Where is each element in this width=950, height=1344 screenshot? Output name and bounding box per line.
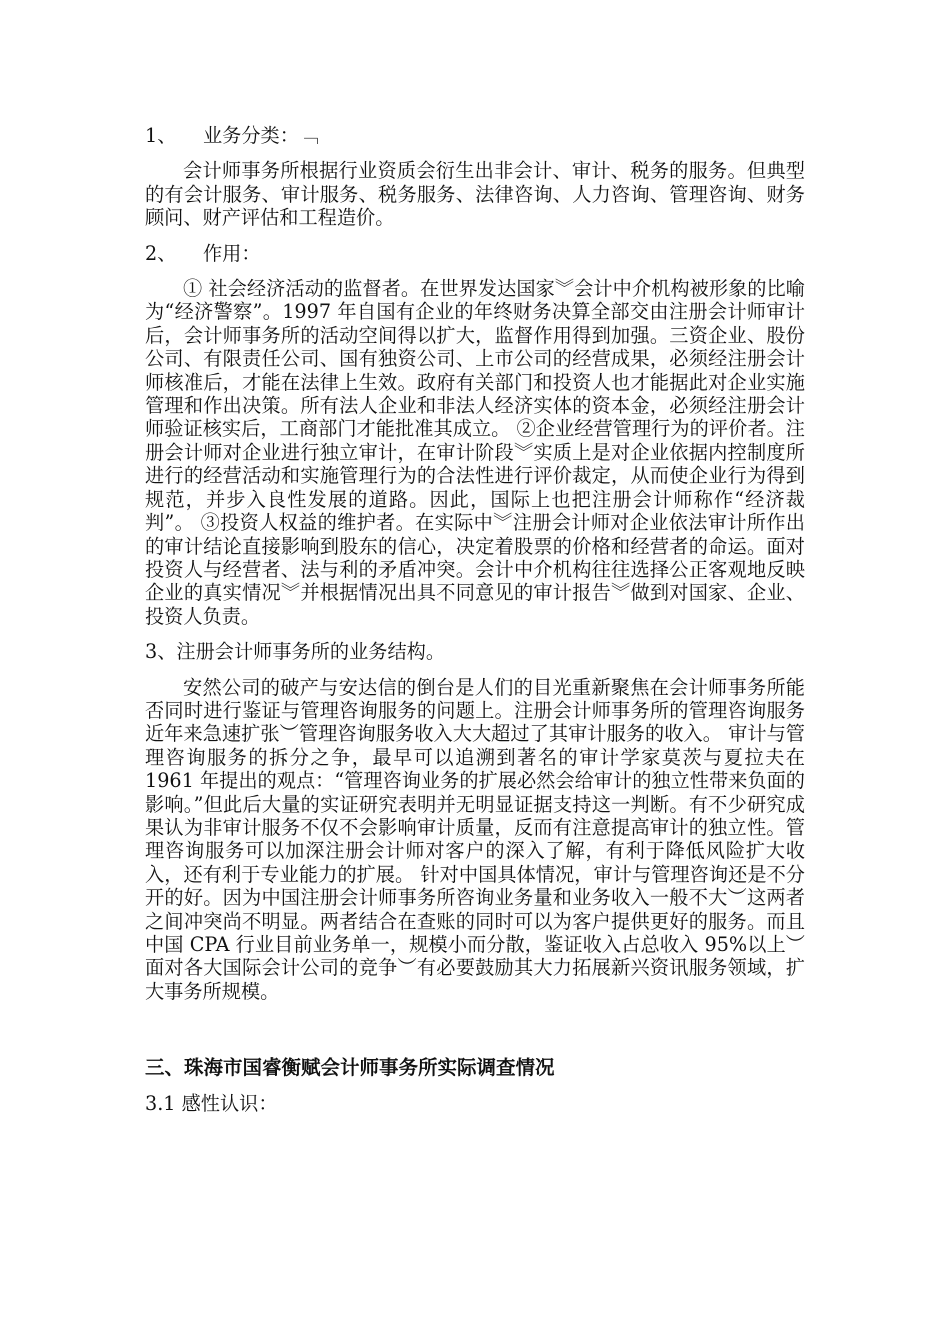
heading-business-classification bbox=[145, 124, 805, 147]
heading-number: 1、 bbox=[145, 124, 177, 147]
heading-function bbox=[145, 242, 805, 265]
heading-mark: ﹁ bbox=[298, 124, 319, 147]
heading-business-structure: 3、注册会计师事务所的业务结构。 bbox=[145, 640, 446, 664]
document-body bbox=[145, 124, 805, 1115]
paragraph-function: ① 社会经济活动的监督者。在世界发达国家︾会计中介机构被形象的比喻为“经济警察”。1997 年自国有企业的年终财务决算全部交由注册会计师审计后，会计师事务所的活动空间得以扩大，监督作用得到加强。三资企业、股份公司、有限责任公司、国有独资公司、上市公司的经营成果，必须经注册会计师核准后，才能在法律上生效。政府有关部门和投资人也才能据此对企业实施管理和作出决策。所有法人企业和非法人经济实体的资本金，必须经注册会计师验证核实后，工商部门才能批准其成立。 ②企业经营管理行为的评价者。注册会计师对企业进行独立审计，在审计阶段︾实质上是对企业依据内控制度所进行的经营活动和实施管理行为的合法性进行评价裁定，从而使企业行为得到规范，并步入良性发展的道路。因此，国际上也把注册会计师称作“经济裁判”。 ③投资人权益的维护者。在实际中︾注册会计师对企业依法审计所作出的审计结论直接影响到股东的信心，决定着股票的价格和经营者的命运。面对投资人与经营者、法与利的矛盾冲突。会计中介机构往往选择公正客观地反映企业的真实情况︾并根据情况出具不同意见的审计报告︾做到对国家、企业、投资人负责。 bbox=[145, 277, 805, 628]
paragraph-business-structure: 安然公司的破产与安达信的倒台是人们的目光重新聚焦在会计师事务所能否同时进行鉴证与管理咨询服务的问题上。注册会计师事务所的管理咨询服务近年来急速扩张︶管理咨询服务收入大大超过了其审计服务的收入。 审计与管理咨询服务的拆分之争，最早可以追溯到著名的审计学家莫茨与夏拉夫在 1961 年提出的观点：“管理咨询业务的扩展必然会给审计的独立性带来负面的影响。”但此后大量的实证研究表明并无明显证据支持这一判断。有不少研究成果认为非审计服务不仅不会影响审计质量，反而有注意提高审计的独立性。管理咨询服务可以加深注册会计师对客户的深入了解，有利于降低风险扩大收入，还有利于专业能力的扩展。 针对中国具体情况，审计与管理咨询还是不分开的好。因为中国注册会计师事务所咨询业务量和业务收入一般不大︶这两者之间冲突尚不明显。两者结合在查账的同时可以为客户提供更好的服务。而且中国 CPA 行业目前业务单一，规模小而分散，鉴证收入占总收入 95%以上︶面对各大国际会计公司的竞争︶有必要鼓励其大力拓展新兴资讯服务领域，扩大事务所规模。 bbox=[145, 675, 805, 1003]
heading-text: 作用： bbox=[203, 241, 261, 265]
heading-text: 业务分类： bbox=[203, 124, 299, 147]
section-title: 三、珠海市国睿衡赋会计师事务所实际调查情况 bbox=[145, 1056, 555, 1080]
heading-number: 2、 bbox=[145, 241, 177, 265]
subsection-heading: 3.1 感性认识： bbox=[145, 1091, 278, 1115]
paragraph-business-classification: 会计师事务所根据行业资质会衍生出非会计、审计、税务的服务。但典型的有会计服务、审计服务、税务服务、法律咨询、人力咨询、管理咨询、财务顾问、财产评估和工程造价。 bbox=[145, 159, 805, 230]
